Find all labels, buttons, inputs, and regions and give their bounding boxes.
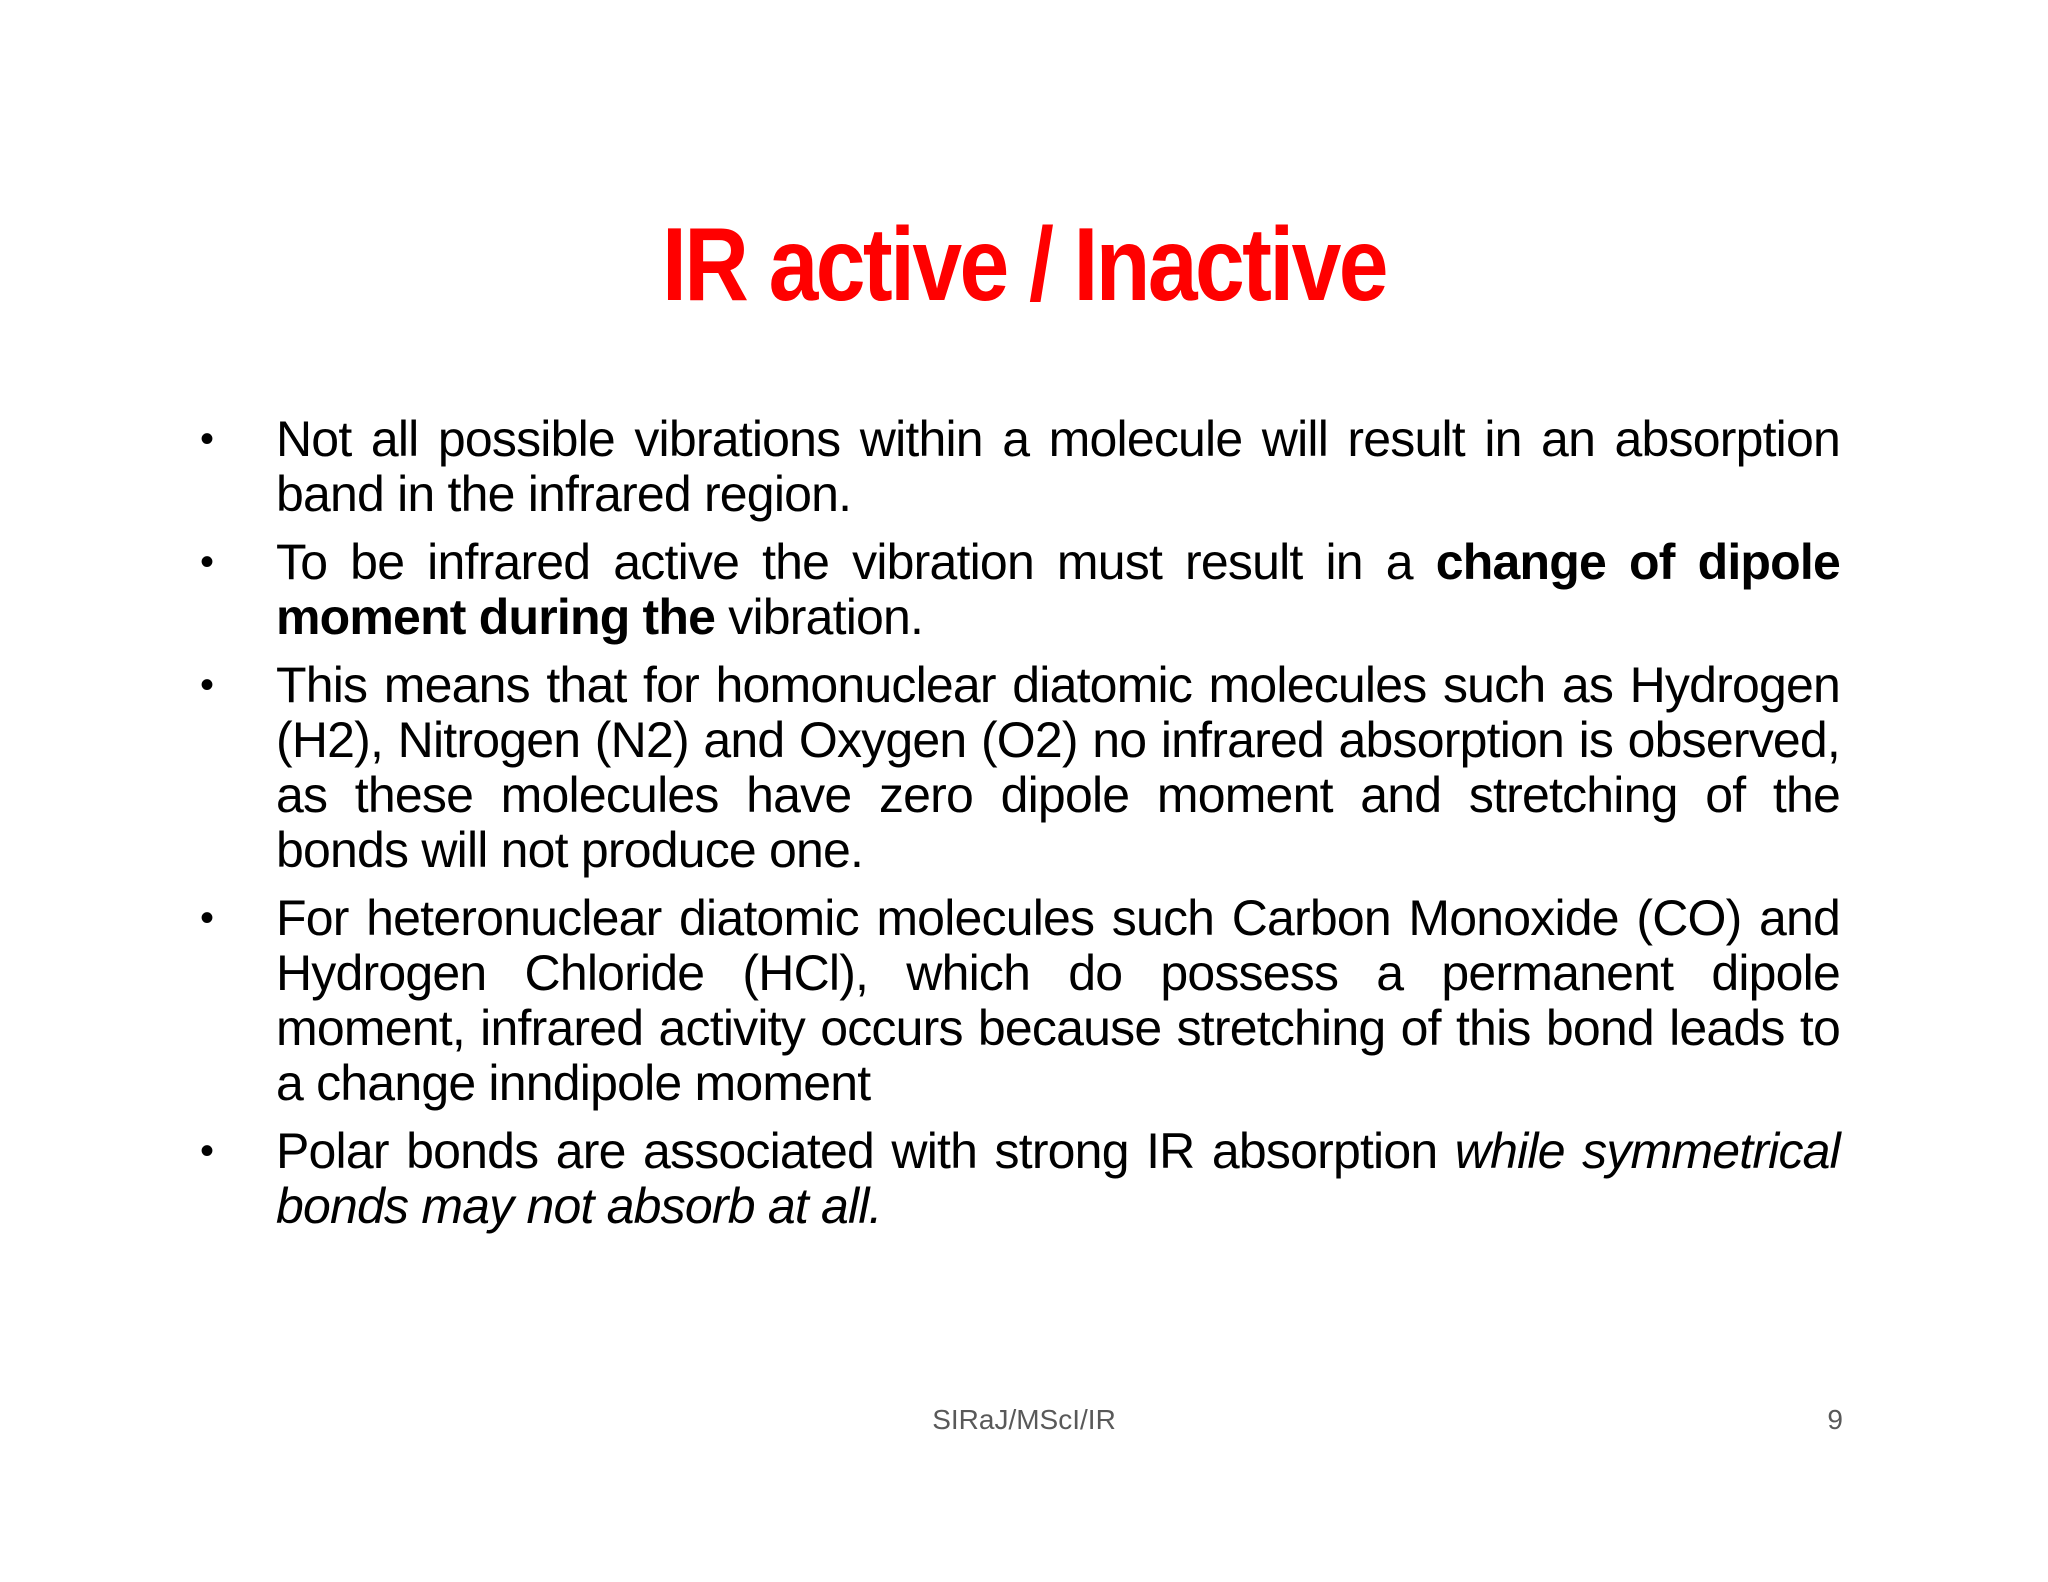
page-number: 9 bbox=[1827, 1404, 1843, 1435]
bullet-item-3 bbox=[200, 658, 1840, 878]
bullet-item-1 bbox=[200, 412, 1840, 522]
bullet-text: Not all possible vibrations within a molecule will result in an absorption band in the infrared region. bbox=[276, 411, 1840, 522]
bullet-bold-text: change of dipole moment during the bbox=[276, 534, 1840, 645]
bullet-item-5 bbox=[200, 1124, 1840, 1234]
bullet-dot: • bbox=[200, 663, 214, 707]
bullet-dot: • bbox=[200, 896, 214, 940]
bullet-text: Polar bonds are associated with strong IR absorption bbox=[276, 1123, 1455, 1179]
bullet-item-4 bbox=[200, 891, 1840, 1111]
bullet-text: To be infrared active the vibration must result in a bbox=[276, 534, 1436, 590]
bullet-text-end: vibration. bbox=[715, 589, 924, 645]
slide-title: IR active / Inactive bbox=[662, 207, 1386, 323]
bullet-item-2 bbox=[200, 535, 1840, 645]
bullet-list bbox=[200, 412, 1840, 1247]
bullet-text: This means that for homonuclear diatomic molecules such as Hydrogen (H2), Nitrogen (N2) and Oxygen (O2) no infrared absorption is observed, as these molecules have zero dipole moment and stretching of the bonds will not produce one. bbox=[276, 657, 1840, 878]
bullet-dot: • bbox=[200, 1129, 214, 1173]
bullet-dot: • bbox=[200, 417, 214, 461]
slide-footer: SIRaJ/MScI/IR bbox=[932, 1404, 1116, 1435]
bullet-text: For heteronuclear diatomic molecules such Carbon Monoxide (CO) and Hydrogen Chloride (HCl), which do possess a permanent dipole moment, infrared activity occurs because stretching of this bond leads to a change inndipole moment bbox=[276, 890, 1840, 1111]
bullet-italic-text: while symmetrical bonds may not absorb at all. bbox=[276, 1123, 1840, 1234]
bullet-dot: • bbox=[200, 540, 214, 584]
